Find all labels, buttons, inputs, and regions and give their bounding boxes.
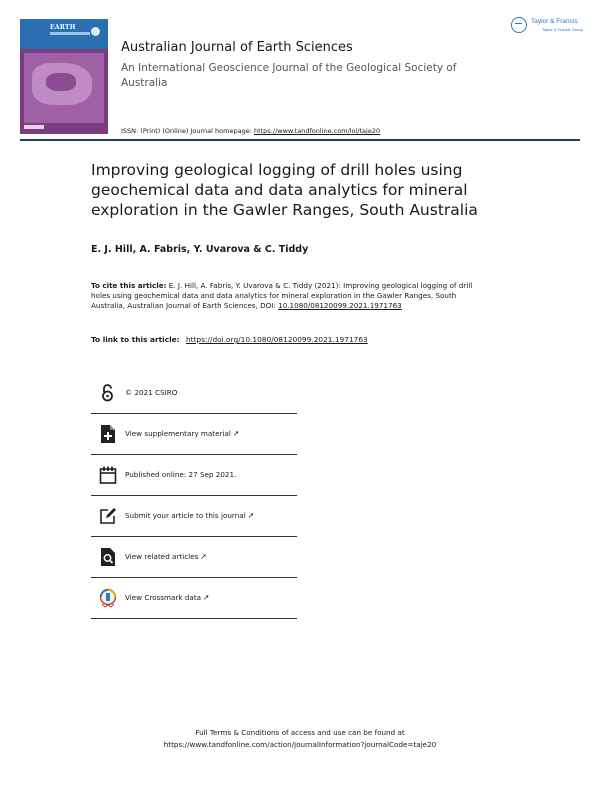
journal-cover-image (20, 19, 108, 134)
crossmark-label: View Crossmark data (125, 593, 202, 602)
crossmark-link[interactable] (125, 593, 209, 602)
footer-terms-text: Full Terms & Conditions of access and use can be found at (195, 728, 405, 737)
cover-emblem (91, 27, 100, 36)
article-doi-link[interactable]: https://doi.org/10.1080/08120099.2021.1971763 (185, 335, 368, 344)
publisher-logo (511, 15, 585, 37)
external-link-icon: ↗ (203, 593, 210, 602)
related-articles-label: View related articles (125, 552, 199, 561)
footer-terms-link[interactable]: https://www.tandfonline.com/action/journalInformation?journalCode=taje20 (163, 740, 437, 749)
submit-article-item[interactable] (91, 496, 297, 537)
publisher-logo-icon (511, 17, 527, 33)
published-online-text: Published online: 27 Sep 2021. (125, 470, 237, 479)
submit-article-label: Submit your article to this journal (125, 511, 246, 520)
citation-doi-link[interactable]: 10.1080/08120099.2021.1971763 (278, 301, 402, 310)
citation-text: E. J. Hill, A. Fabris, Y. Uvarova & C. Tiddy (2021): Improving geological logging of drill holes using geochemical data and data analytics for mineral exploration in the Gawler Ranges, South Australia, Australian Journal of Earth Sciences, DOI: (91, 281, 473, 310)
journal-homepage-link[interactable]: https://www.tandfonline.com/loi/taje20 (253, 127, 381, 135)
copyright-item (91, 373, 297, 414)
external-link-icon: ↗ (232, 429, 240, 438)
related-articles-item[interactable] (91, 537, 297, 578)
article-authors: E. J. Hill, A. Fabris, Y. Uvarova & C. Tiddy (91, 244, 309, 255)
cover-map-graphic (24, 53, 104, 123)
cover-footer-strip (24, 125, 44, 129)
header-divider (20, 139, 580, 141)
published-online-item (91, 455, 297, 496)
issn-label: ISSN: (Print) (Online) Journal homepage: (121, 127, 252, 135)
citation-block (91, 281, 491, 311)
related-articles-icon (99, 547, 117, 567)
submit-article-link[interactable] (125, 511, 254, 520)
supplementary-material-item[interactable] (91, 414, 297, 455)
article-title: Improving geological logging of drill holes using geochemical data and data analytics for mineral exploration in the Gawler Ranges, South Australia (91, 161, 478, 219)
related-articles-link[interactable] (125, 552, 207, 561)
crossmark-icon (99, 588, 117, 608)
journal-title: Australian Journal of Earth Sciences (121, 40, 353, 55)
article-link-label: To link to this article: (91, 335, 180, 344)
footer (0, 727, 600, 751)
cover-logo: EARTH (50, 24, 76, 31)
copyright-text: © 2021 CSIRO (125, 388, 178, 397)
cover-logo-subline (50, 32, 90, 35)
citation-label: To cite this article: (91, 281, 167, 290)
article-info-list (91, 373, 297, 619)
journal-subtitle: An International Geoscience Journal of the Geological Society of Australia (121, 62, 457, 89)
crossmark-item[interactable] (91, 578, 297, 619)
external-link-icon: ↗ (200, 552, 207, 561)
external-link-icon: ↗ (247, 511, 254, 520)
supplementary-icon (99, 424, 117, 444)
calendar-icon (99, 465, 117, 485)
publisher-name: Taylor & Francis (531, 18, 578, 25)
edit-icon (99, 506, 117, 526)
open-access-icon (99, 383, 117, 403)
supplementary-material-label: View supplementary material (125, 429, 231, 438)
publisher-tagline: Taylor & Francis Group (542, 27, 583, 32)
issn-line (121, 127, 380, 135)
article-link-line (91, 335, 368, 344)
supplementary-material-link[interactable] (125, 429, 239, 438)
